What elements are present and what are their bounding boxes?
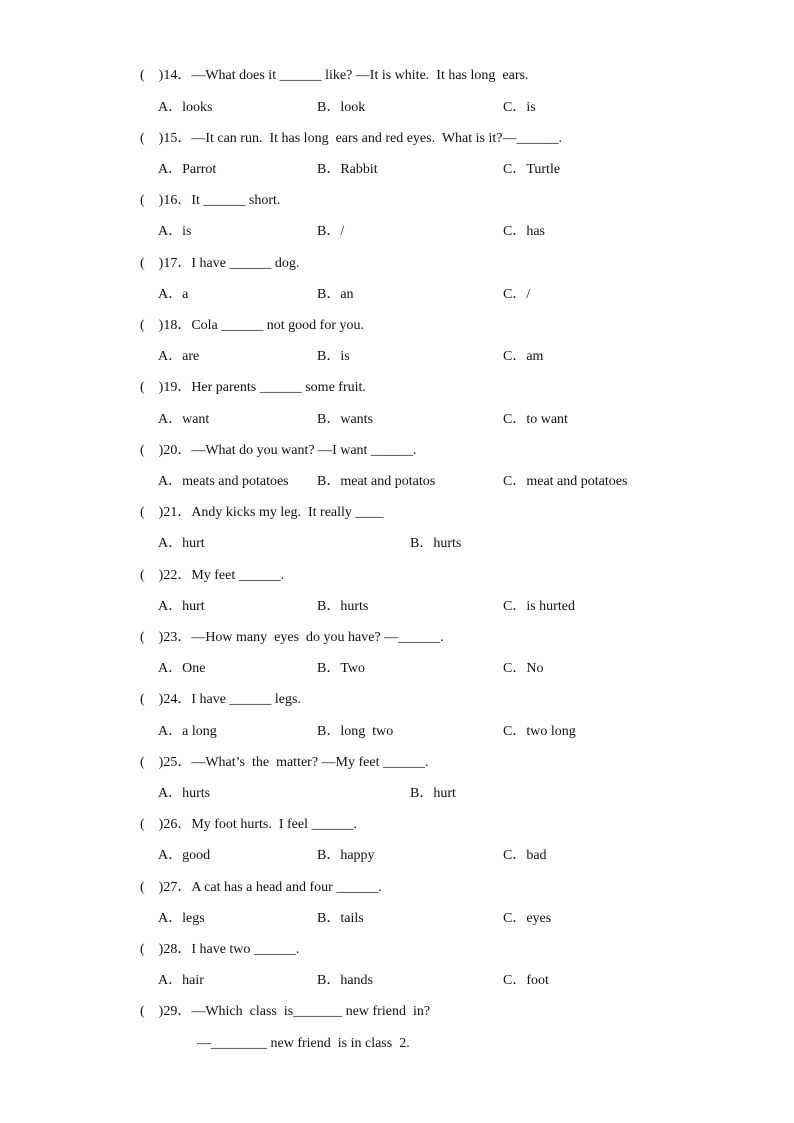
- question-27-options: [158, 910, 734, 928]
- question-16-stem: ( )16．It ______ short.: [140, 193, 281, 208]
- option-b: B．/: [317, 224, 345, 239]
- question-21-options: [158, 535, 734, 553]
- question-24-stem: ( )24．I have ______ legs.: [140, 692, 301, 707]
- question-26-stem: ( )26．My foot hurts. I feel ______.: [140, 817, 357, 832]
- option-c: C．meat and potatoes: [503, 474, 628, 489]
- option-b: B．hurts: [317, 599, 369, 614]
- option-c: C．to want: [503, 412, 568, 427]
- option-a: A．Parrot: [158, 162, 217, 177]
- question-25-options: [158, 785, 734, 803]
- option-c: C．/: [503, 287, 531, 302]
- option-c: C．Turtle: [503, 162, 561, 177]
- option-a: A．hair: [158, 973, 204, 988]
- option-b: B．hurt: [410, 786, 456, 801]
- option-b: B．is: [317, 349, 350, 364]
- option-c: C．foot: [503, 973, 549, 988]
- option-b: B．tails: [317, 911, 364, 926]
- option-c: C．has: [503, 224, 545, 239]
- option-b: B．an: [317, 287, 354, 302]
- question-14-options: [158, 99, 734, 117]
- question-18-options: [158, 348, 734, 366]
- option-b: B．hurts: [410, 536, 462, 551]
- option-b: B．look: [317, 100, 366, 115]
- option-a: A．want: [158, 412, 210, 427]
- option-b: B．Rabbit: [317, 162, 378, 177]
- option-c: C．two long: [503, 724, 576, 739]
- option-a: A．are: [158, 349, 200, 364]
- question-20-options: [158, 473, 734, 491]
- question-28-stem: ( )28．I have two ______.: [140, 942, 300, 957]
- option-b: B．hands: [317, 973, 373, 988]
- question-22-stem: ( )22．My feet ______.: [140, 568, 285, 583]
- option-a: A．hurt: [158, 536, 205, 551]
- question-19-stem: ( )19．Her parents ______ some fruit.: [140, 380, 366, 395]
- question-15-options: [158, 161, 734, 179]
- question-18-stem: ( )18．Cola ______ not good for you.: [140, 318, 364, 333]
- option-c: C．is: [503, 100, 536, 115]
- question-23-options: [158, 660, 734, 678]
- question-26-options: [158, 847, 734, 865]
- option-c: C．is hurted: [503, 599, 575, 614]
- option-b: B．meat and potatos: [317, 474, 436, 489]
- option-c: C．am: [503, 349, 544, 364]
- option-a: A．is: [158, 224, 192, 239]
- option-c: C．eyes: [503, 911, 552, 926]
- question-23-stem: ( )23．—How many eyes do you have? —______.: [140, 630, 444, 645]
- question-20-stem: ( )20．—What do you want? —I want ______.: [140, 443, 417, 458]
- option-a: A．hurts: [158, 786, 211, 801]
- option-a: A．looks: [158, 100, 213, 115]
- question-27-stem: ( )27．A cat has a head and four ______.: [140, 880, 382, 895]
- option-b: B．wants: [317, 412, 373, 427]
- option-a: A．legs: [158, 911, 205, 926]
- question-14-stem: ( )14．—What does it ______ like? —It is white. It has long ears.: [140, 68, 529, 83]
- option-a: A．One: [158, 661, 206, 676]
- question-16-options: [158, 223, 734, 241]
- question-24-options: [158, 723, 734, 741]
- option-c: C．bad: [503, 848, 547, 863]
- option-c: C．No: [503, 661, 544, 676]
- option-b: B．happy: [317, 848, 375, 863]
- question-15-stem: ( )15．—It can run. It has long ears and red eyes. What is it?—______.: [140, 131, 562, 146]
- option-a: A．good: [158, 848, 211, 863]
- option-a: A．a: [158, 287, 189, 302]
- question-17-options: [158, 286, 734, 304]
- question-29-stem: ( )29．—Which class is_______ new friend in?: [140, 1004, 431, 1019]
- option-b: B．long two: [317, 724, 394, 739]
- option-b: B．Two: [317, 661, 366, 676]
- question-19-options: [158, 411, 734, 429]
- question-25-stem: ( )25．—What’s the matter? —My feet ______.: [140, 755, 429, 770]
- option-a: A．meats and potatoes: [158, 474, 289, 489]
- question-28-options: [158, 972, 734, 990]
- question-22-options: [158, 598, 734, 616]
- question-21-stem: ( )21．Andy kicks my leg. It really ____: [140, 505, 384, 520]
- question-29-subline: —________ new friend is in class 2.: [197, 1036, 410, 1051]
- option-a: A．a long: [158, 724, 217, 739]
- question-17-stem: ( )17．I have ______ dog.: [140, 256, 300, 271]
- option-a: A．hurt: [158, 599, 205, 614]
